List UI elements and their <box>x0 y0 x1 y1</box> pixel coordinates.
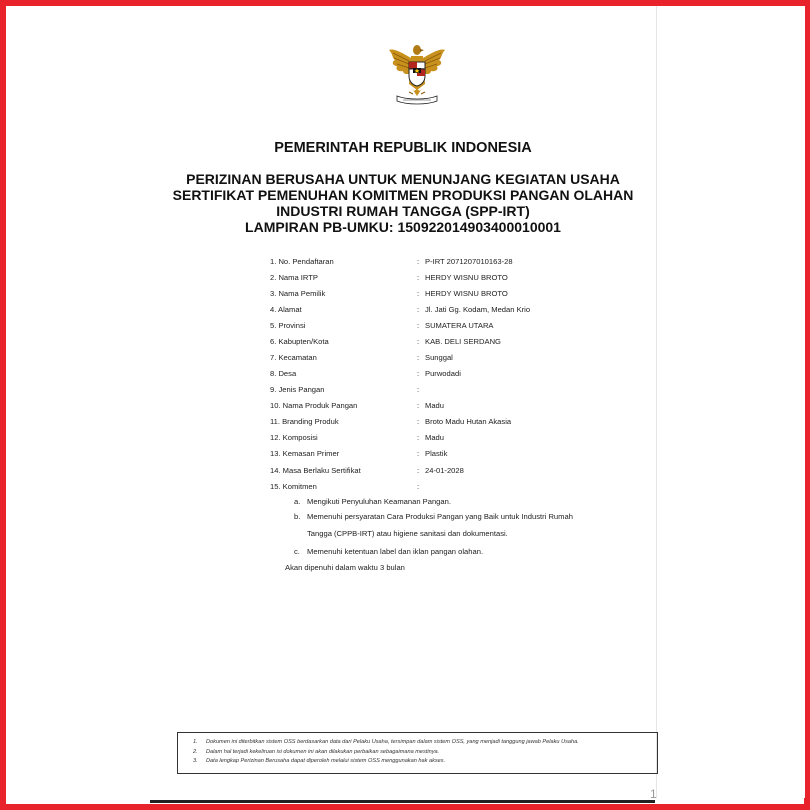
footnote-text: Dokumen ini diterbitkan sistem OSS berdasarkan data dari Pelaku Usaha, tersimpan dalam sistem OSS, yang menjadi tanggung jawab Pelaku Usaha. <box>206 739 579 745</box>
field-label: 13. Kemasan Primer <box>270 449 340 458</box>
field-colon: : <box>417 337 420 346</box>
field-label: 7. Kecamatan <box>270 353 317 362</box>
field-value: Sunggal <box>425 353 453 362</box>
field-colon: : <box>417 433 420 442</box>
field-label: 15. Komitmen <box>270 482 317 491</box>
field-value: Jl. Jati Gg. Kodam, Medan Krio <box>425 305 531 314</box>
field-colon: : <box>417 257 420 266</box>
field-colon: : <box>417 321 420 330</box>
page-number: 1 <box>650 787 657 801</box>
field-value: HERDY WISNU BROTO <box>425 273 508 282</box>
komitmen-a-marker: a. <box>294 497 301 506</box>
title-line-3: INDUSTRI RUMAH TANGGA (SPP-IRT) <box>276 203 530 219</box>
field-label: 8. Desa <box>270 369 297 378</box>
field-colon: : <box>417 273 420 282</box>
footnote-text: Dalam hal terjadi kekeliruan isi dokumen ini akan dilakukan perbaikan sebagaimana mestinya. <box>206 749 440 755</box>
field-colon: : <box>417 466 420 475</box>
footnote-text: Data lengkap Perizinan Berusaha dapat diperoleh melalui sistem OSS menggunakan hak akses. <box>206 758 446 764</box>
field-value: Madu <box>425 401 444 410</box>
footnote-box <box>177 732 658 774</box>
field-value: Madu <box>425 433 444 442</box>
side-margin <box>656 6 805 798</box>
field-value: Purwodadi <box>425 369 461 378</box>
field-colon: : <box>417 417 420 426</box>
field-label: 6. Kabupten/Kota <box>270 337 329 346</box>
field-value: Plastik <box>425 449 448 458</box>
field-colon: : <box>417 385 420 394</box>
komitmen-note: Akan dipenuhi dalam waktu 3 bulan <box>285 563 405 572</box>
field-value: 24-01-2028 <box>425 466 464 475</box>
footnote-number: 2. <box>193 749 198 755</box>
field-colon: : <box>417 289 420 298</box>
garuda-emblem-icon <box>387 44 447 106</box>
field-label: 3. Nama Pemilik <box>270 289 326 298</box>
field-label: 5. Provinsi <box>270 321 306 330</box>
field-colon: : <box>417 449 420 458</box>
komitmen-b-line2: Tangga (CPPB-IRT) atau higiene sanitasi dan dokumentasi. <box>307 529 508 538</box>
title-line-1: PERIZINAN BERUSAHA UNTUK MENUNJANG KEGIATAN USAHA <box>186 171 620 187</box>
field-value: P-IRT 2071207010163-28 <box>425 257 513 266</box>
field-label: 10. Nama Produk Pangan <box>270 401 358 410</box>
field-colon: : <box>417 353 420 362</box>
komitmen-c-text: Memenuhi ketentuan label dan iklan pangan olahan. <box>307 547 484 556</box>
government-heading: PEMERINTAH REPUBLIK INDONESIA <box>274 140 532 156</box>
field-value: HERDY WISNU BROTO <box>425 289 508 298</box>
title-line-4: LAMPIRAN PB-UMKU: 150922014903400010001 <box>245 219 561 235</box>
field-label: 4. Alamat <box>270 305 302 314</box>
field-value: SUMATERA UTARA <box>425 321 494 330</box>
field-label: 1. No. Pendaftaran <box>270 257 334 266</box>
field-label: 2. Nama IRTP <box>270 273 318 282</box>
page-bottom-rule <box>150 800 655 803</box>
field-colon: : <box>417 401 420 410</box>
field-value: Broto Madu Hutan Akasia <box>425 417 512 426</box>
field-label: 12. Komposisi <box>270 433 318 442</box>
document-page <box>150 6 656 801</box>
komitmen-c-marker: c. <box>294 547 300 556</box>
komitmen-b-marker: b. <box>294 512 301 521</box>
field-colon: : <box>417 482 420 491</box>
field-colon: : <box>417 369 420 378</box>
field-colon: : <box>417 305 420 314</box>
komitmen-a-text: Mengikuti Penyuluhan Keamanan Pangan. <box>307 497 451 506</box>
field-label: 9. Jenis Pangan <box>270 385 325 394</box>
title-line-2: SERTIFIKAT PEMENUHAN KOMITMEN PRODUKSI PANGAN OLAHAN <box>172 187 634 203</box>
field-value: KAB. DELI SERDANG <box>425 337 501 346</box>
footnote-number: 1. <box>193 739 198 745</box>
komitmen-b-line1: Memenuhi persyaratan Cara Produksi Pangan yang Baik untuk Industri Rumah <box>307 512 573 521</box>
field-label: 14. Masa Berlaku Sertifikat <box>270 466 361 475</box>
footnote-number: 3. <box>193 758 198 764</box>
field-label: 11. Branding Produk <box>270 417 339 426</box>
